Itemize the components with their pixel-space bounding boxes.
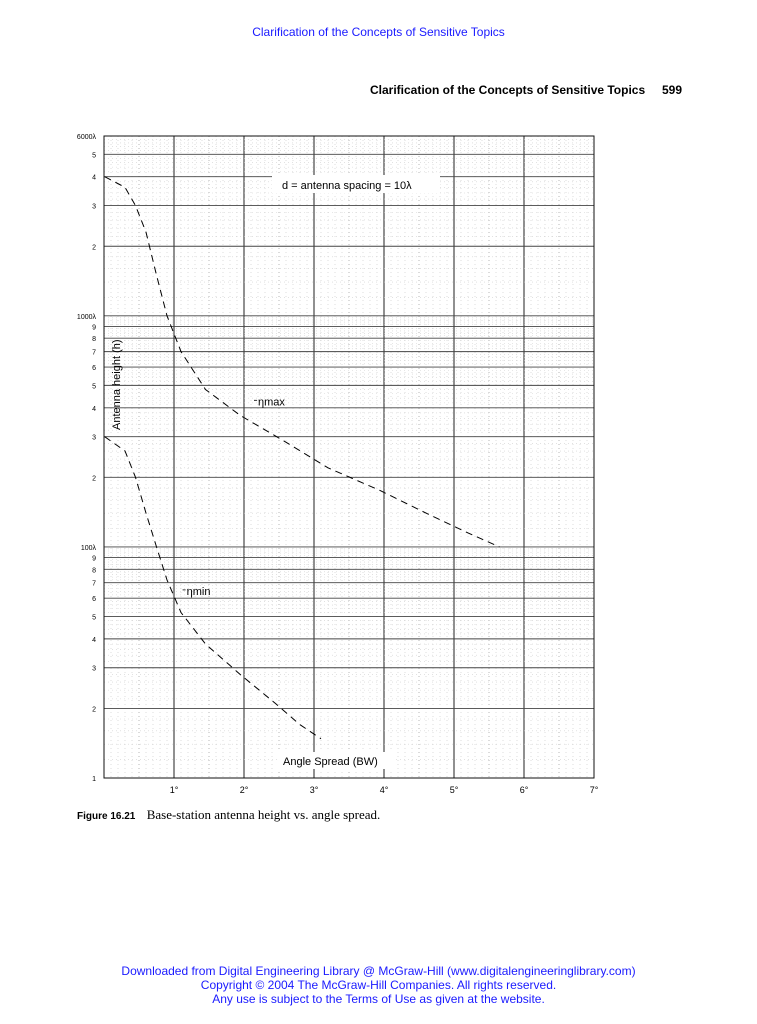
y-tick-label: 2 (92, 244, 96, 252)
y-tick-label: 3 (92, 665, 96, 673)
y-tick-label: 4 (92, 405, 96, 413)
y-tick-label: 5 (92, 383, 96, 391)
y-tick-label: 6000λ (76, 134, 96, 141)
y-tick-label: 9 (92, 324, 96, 332)
figure-label: Figure 16.21 (77, 811, 136, 822)
y-tick-label: 3 (92, 434, 96, 442)
y-tick-label: 100λ (80, 544, 96, 552)
top-source-link[interactable]: Clarification of the Concepts of Sensitive Topics (252, 25, 505, 39)
y-tick-label: 4 (92, 174, 96, 182)
x-tick-label: 3° (309, 785, 319, 795)
footer-copyright: Copyright © 2004 The McGraw-Hill Companies. All rights reserved. (200, 978, 557, 992)
figure-caption-text: Base-station antenna height vs. angle spread. (146, 807, 381, 822)
figure-caption (77, 807, 380, 823)
chart-labels (111, 175, 440, 769)
x-axis-ticks (170, 785, 599, 795)
page-number: 599 (662, 83, 683, 97)
y-tick-label: 3 (92, 203, 96, 211)
y-tick-label: 5 (92, 152, 96, 160)
series-label-max: ηmax (258, 396, 285, 409)
y-tick-label: 8 (92, 336, 96, 344)
series-label-min: ηmin (186, 585, 211, 598)
y-tick-label: 6 (92, 596, 96, 604)
footer-terms: Any use is subject to the Terms of Use as given at the website. (212, 992, 545, 1006)
y-tick-label: 4 (92, 636, 96, 644)
y-tick-label: 6 (92, 365, 96, 373)
footer-download-link[interactable]: Downloaded from Digital Engineering Library @ McGraw-Hill (www.digitalengineeringlibrary.com) (121, 964, 636, 978)
y-tick-label: 9 (92, 555, 96, 563)
x-tick-label: 4° (379, 785, 389, 795)
y-tick-label: 7 (92, 580, 96, 588)
footer-notice (0, 964, 757, 1006)
y-tick-label: 8 (92, 567, 96, 575)
y-tick-label: 5 (92, 614, 96, 622)
running-head: Clarification of the Concepts of Sensitive Topics (370, 83, 646, 97)
spacing-annotation: d = antenna spacing = 10λ (282, 180, 412, 192)
y-tick-label: 7 (92, 349, 96, 357)
y-tick-label: 2 (92, 475, 96, 483)
x-axis-label: Angle Spread (BW) (283, 756, 378, 768)
y-tick-label: 2 (92, 706, 96, 714)
y-tick-label: 1 (92, 776, 96, 783)
x-tick-label: 7° (589, 785, 599, 795)
x-tick-label: 1° (169, 785, 179, 795)
x-tick-label: 5° (449, 785, 459, 795)
x-tick-label: 6° (519, 785, 529, 795)
series-line-min (105, 437, 321, 739)
x-tick-label: 2° (239, 785, 249, 795)
y-axis-ticks (77, 134, 97, 783)
chart-grid (104, 136, 594, 778)
y-axis-label: Antenna height (h) (111, 339, 123, 430)
y-tick-label: 1000λ (76, 313, 96, 321)
